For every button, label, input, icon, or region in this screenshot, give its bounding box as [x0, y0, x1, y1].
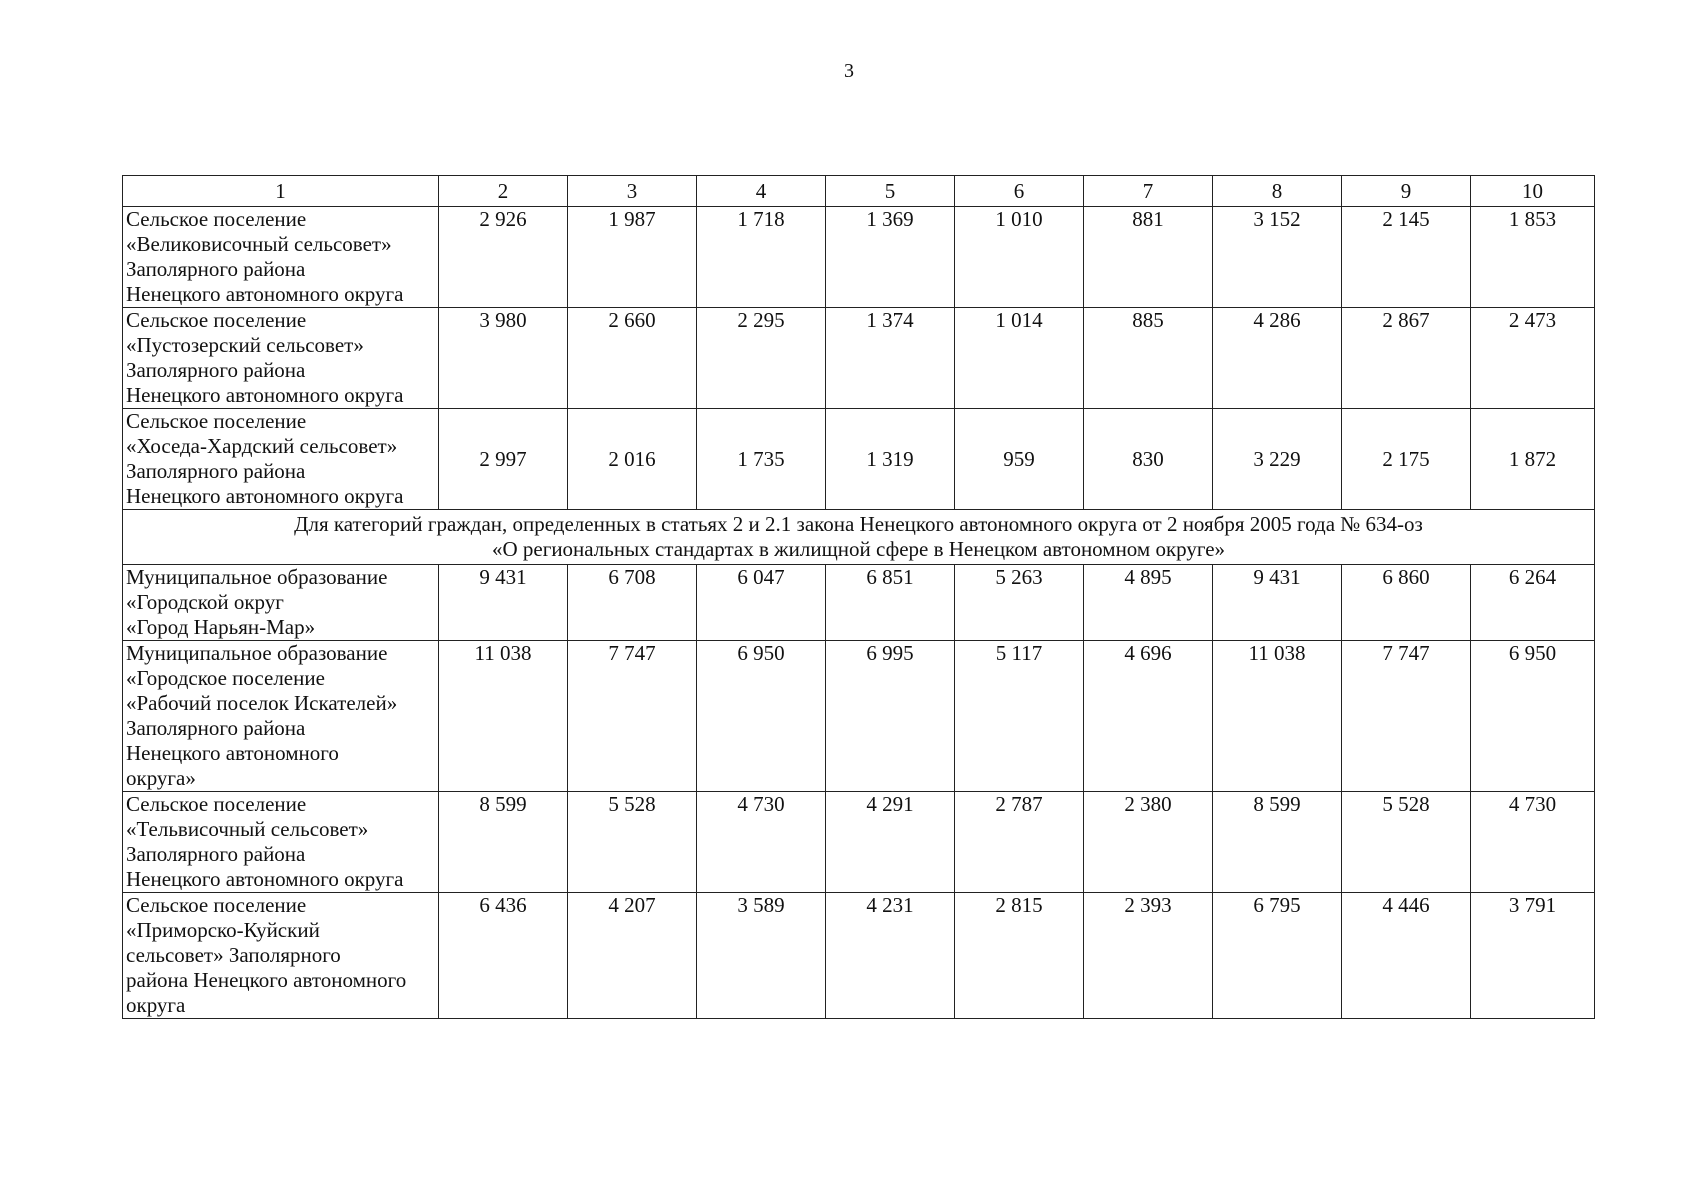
value-cell: 4 730 — [697, 792, 826, 893]
settlement-name-line: Ненецкого автономного округа — [126, 383, 404, 407]
value-cell: 8 599 — [439, 792, 568, 893]
page-number: 3 — [844, 60, 854, 82]
value-cell: 2 815 — [955, 893, 1084, 1019]
value-cell: 5 263 — [955, 565, 1084, 641]
section-header-row — [123, 510, 1595, 565]
value-cell: 6 795 — [1213, 893, 1342, 1019]
value-cell: 5 528 — [1342, 792, 1471, 893]
value-cell: 3 791 — [1471, 893, 1595, 1019]
settlement-name-line: Ненецкого автономного округа — [126, 484, 404, 508]
settlement-name-cell — [123, 893, 439, 1019]
value-cell: 6 708 — [568, 565, 697, 641]
value-cell: 2 660 — [568, 308, 697, 409]
header-row — [123, 176, 1595, 207]
table-row — [123, 893, 1595, 1019]
value-cell: 3 589 — [697, 893, 826, 1019]
settlement-name-line: Сельское поселение — [126, 893, 307, 917]
value-cell: 1 319 — [826, 409, 955, 510]
settlement-name-line: «Великовисочный сельсовет» — [126, 232, 392, 256]
table-row — [123, 409, 1595, 510]
value-cell: 1 872 — [1471, 409, 1595, 510]
value-cell: 4 231 — [826, 893, 955, 1019]
value-cell: 3 152 — [1213, 207, 1342, 308]
value-cell: 4 286 — [1213, 308, 1342, 409]
value-cell: 1 735 — [697, 409, 826, 510]
section-header-line: «О региональных стандартах в жилищной сфере в Ненецком автономном округе» — [491, 537, 1226, 561]
settlement-name-cell — [123, 565, 439, 641]
value-cell: 2 380 — [1084, 792, 1213, 893]
settlement-name-line: Муниципальное образование — [126, 565, 388, 589]
value-cell: 7 747 — [1342, 641, 1471, 792]
value-cell: 11 038 — [1213, 641, 1342, 792]
value-cell: 4 895 — [1084, 565, 1213, 641]
settlement-name-line: «Город Нарьян-Мар» — [126, 615, 316, 639]
settlement-name-line: Сельское поселение — [126, 792, 307, 816]
settlement-name-line: «Пустозерский сельсовет» — [126, 333, 364, 357]
column-header: 9 — [1342, 176, 1471, 207]
value-cell: 6 950 — [697, 641, 826, 792]
value-cell: 2 393 — [1084, 893, 1213, 1019]
value-cell: 1 369 — [826, 207, 955, 308]
value-cell: 2 145 — [1342, 207, 1471, 308]
value-cell: 6 851 — [826, 565, 955, 641]
table-row — [123, 565, 1595, 641]
table-row — [123, 308, 1595, 409]
value-cell: 830 — [1084, 409, 1213, 510]
value-cell: 885 — [1084, 308, 1213, 409]
settlement-name-line: сельсовет» Заполярного — [126, 943, 341, 967]
value-cell: 1 987 — [568, 207, 697, 308]
value-cell: 4 207 — [568, 893, 697, 1019]
column-header: 8 — [1213, 176, 1342, 207]
value-cell: 6 264 — [1471, 565, 1595, 641]
settlement-name-line: района Ненецкого автономного — [126, 968, 407, 992]
settlement-name-line: Заполярного района — [126, 716, 306, 740]
settlement-name-cell — [123, 308, 439, 409]
settlement-name-line: округа — [126, 993, 186, 1017]
settlement-name-cell — [123, 409, 439, 510]
settlement-name-line: Заполярного района — [126, 257, 306, 281]
settlement-name-line: Ненецкого автономного округа — [126, 867, 404, 891]
value-cell: 2 175 — [1342, 409, 1471, 510]
value-cell: 1 853 — [1471, 207, 1595, 308]
value-cell: 2 867 — [1342, 308, 1471, 409]
value-cell: 1 010 — [955, 207, 1084, 308]
value-cell: 3 229 — [1213, 409, 1342, 510]
section-header-cell — [123, 510, 1595, 565]
settlement-name-line: «Хоседа-Хардский сельсовет» — [126, 434, 398, 458]
value-cell: 1 374 — [826, 308, 955, 409]
value-cell: 881 — [1084, 207, 1213, 308]
settlement-name-line: Сельское поселение — [126, 409, 307, 433]
value-cell: 6 950 — [1471, 641, 1595, 792]
value-cell: 11 038 — [439, 641, 568, 792]
table-row — [123, 792, 1595, 893]
value-cell: 6 047 — [697, 565, 826, 641]
settlement-name-line: Заполярного района — [126, 842, 306, 866]
value-cell: 2 926 — [439, 207, 568, 308]
settlement-name-line: Ненецкого автономного — [126, 741, 339, 765]
settlement-name-line: «Городской округ — [126, 590, 284, 614]
settlement-name-line: Ненецкого автономного округа — [126, 282, 404, 306]
settlement-name-line: «Рабочий поселок Искателей» — [126, 691, 398, 715]
settlement-name-line: Муниципальное образование — [126, 641, 388, 665]
settlement-name-cell — [123, 792, 439, 893]
section-header-line: Для категорий граждан, определенных в статьях 2 и 2.1 закона Ненецкого автономного округа от 2 ноября 2005 года № 634-оз — [294, 512, 1423, 536]
table-row — [123, 207, 1595, 308]
value-cell: 4 730 — [1471, 792, 1595, 893]
column-header: 5 — [826, 176, 955, 207]
value-cell: 2 473 — [1471, 308, 1595, 409]
settlement-name-line: «Приморско-Куйский — [126, 918, 320, 942]
value-cell: 5 117 — [955, 641, 1084, 792]
value-cell: 4 446 — [1342, 893, 1471, 1019]
settlement-name-line: Заполярного района — [126, 358, 306, 382]
table-body — [123, 176, 1595, 1019]
column-header: 6 — [955, 176, 1084, 207]
settlement-name-line: округа» — [126, 766, 196, 790]
settlement-name-cell — [123, 641, 439, 792]
value-cell: 3 980 — [439, 308, 568, 409]
column-header: 7 — [1084, 176, 1213, 207]
value-cell: 5 528 — [568, 792, 697, 893]
value-cell: 7 747 — [568, 641, 697, 792]
value-cell: 4 696 — [1084, 641, 1213, 792]
value-cell: 8 599 — [1213, 792, 1342, 893]
column-header: 4 — [697, 176, 826, 207]
value-cell: 2 016 — [568, 409, 697, 510]
value-cell: 959 — [955, 409, 1084, 510]
settlement-name-line: «Тельвисочный сельсовет» — [126, 817, 369, 841]
value-cell: 6 995 — [826, 641, 955, 792]
column-header: 2 — [439, 176, 568, 207]
value-cell: 6 436 — [439, 893, 568, 1019]
value-cell: 1 718 — [697, 207, 826, 308]
table-row — [123, 641, 1595, 792]
value-cell: 1 014 — [955, 308, 1084, 409]
column-header: 10 — [1471, 176, 1595, 207]
data-table — [122, 175, 1595, 1019]
value-cell: 4 291 — [826, 792, 955, 893]
column-header: 1 — [123, 176, 439, 207]
value-cell: 2 295 — [697, 308, 826, 409]
value-cell: 2 787 — [955, 792, 1084, 893]
settlement-name-line: Заполярного района — [126, 459, 306, 483]
value-cell: 6 860 — [1342, 565, 1471, 641]
settlement-name-line: Сельское поселение — [126, 308, 307, 332]
column-header: 3 — [568, 176, 697, 207]
value-cell: 2 997 — [439, 409, 568, 510]
value-cell: 9 431 — [439, 565, 568, 641]
settlement-name-line: Сельское поселение — [126, 207, 307, 231]
settlement-name-cell — [123, 207, 439, 308]
value-cell: 9 431 — [1213, 565, 1342, 641]
settlement-name-line: «Городское поселение — [126, 666, 325, 690]
